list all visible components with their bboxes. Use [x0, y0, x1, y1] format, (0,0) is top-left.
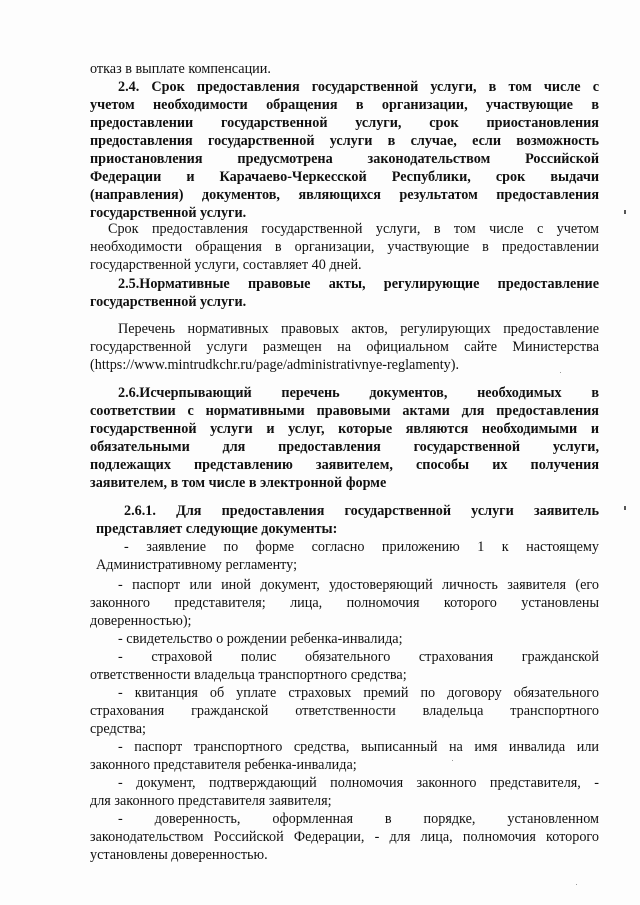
text-line: необходимости обращения в организации, участвующие в предоставлении: [90, 239, 599, 255]
text-line: предоставления государственной услуги в случае, если возможность: [90, 133, 599, 149]
text-line: средства;: [90, 721, 146, 737]
text-line: законного представителя ребенка-инвалида;: [90, 757, 357, 773]
text-line: ответственности владельца транспортного средства;: [90, 667, 407, 683]
scan-speck: [452, 760, 453, 761]
scan-speck: [560, 372, 561, 373]
section-heading-2-5: 2.5.Нормативные правовые акты, регулирующие предоставление: [118, 276, 599, 292]
text-line: страхования гражданской ответственности владельца транспортного: [90, 703, 599, 719]
text-line: отказ в выплате компенсации.: [90, 61, 271, 77]
text-line: приостановления предусмотрена законодательством Российской: [90, 151, 599, 167]
text-line: Административному регламенту;: [96, 557, 298, 573]
list-item: - свидетельство о рождении ребенка-инвалида;: [118, 631, 403, 647]
text-line: государственной услуги.: [90, 294, 247, 310]
text-line: государственной услуги и услуг, которые являются необходимыми и: [90, 421, 599, 437]
text-line: для законного представителя заявителя;: [90, 793, 332, 809]
text-line: предоставлении государственной услуги, срок приостановления: [90, 115, 599, 131]
text-line: государственной услуги.: [90, 205, 247, 221]
link-text: (https://www.mintrudkchr.ru/page/administrativnye-reglamenty).: [90, 357, 460, 373]
text-line: подлежащих представлению заявителем, способы их получения: [90, 457, 599, 473]
list-item: - доверенность, оформленная в порядке, установленном: [118, 811, 599, 827]
list-item: - паспорт транспортного средства, выписанный на имя инвалида или: [118, 739, 599, 755]
text-line: Федерации и Карачаево-Черкесской Республики, срок выдачи: [90, 169, 599, 185]
text-line: заявителем, в том числе в электронной форме: [90, 475, 387, 491]
text-line: законного представителя; лица, полномочия которого установлены: [90, 595, 599, 611]
text-line: представляет следующие документы:: [96, 521, 338, 537]
scan-speck: [576, 884, 577, 885]
section-heading-2-6: 2.6.Исчерпывающий перечень документов, необходимых в: [118, 385, 599, 401]
list-item: - заявление по форме согласно приложению 1 к настоящему: [124, 539, 599, 555]
paragraph-line: Перечень нормативных правовых актов, регулирующих предоставление: [118, 321, 599, 337]
text-line: установлены доверенностью.: [90, 847, 268, 863]
text-line: обязательными для предоставления государственной услуги,: [90, 439, 599, 455]
text-line: законодательством Российской Федерации, - для лица, полномочия которого: [90, 829, 599, 845]
text-line: государственной услуги размещен на официальном сайте Министерства: [90, 339, 599, 355]
text-line: доверенностью);: [90, 613, 192, 629]
list-item: - документ, подтверждающий полномочия законного представителя, -: [118, 775, 599, 791]
scan-mark: [624, 506, 626, 510]
text-line: государственной услуги, составляет 40 дней.: [90, 257, 362, 273]
subsection-heading-2-6-1: 2.6.1. Для предоставления государственной услуги заявитель: [124, 503, 599, 519]
text-line: (направления) документов, являющихся результатом предоставления: [90, 187, 599, 203]
list-item: - страховой полис обязательного страхования гражданской: [118, 649, 599, 665]
section-heading-2-4: 2.4. Срок предоставления государственной услуги, в том числе с: [118, 79, 599, 95]
paragraph-line: Срок предоставления государственной услуги, в том числе с учетом: [108, 221, 599, 237]
text-line: соответствии с нормативными правовыми актами для предоставления: [90, 403, 599, 419]
list-item: - квитанция об уплате страховых премий по договору обязательного: [118, 685, 599, 701]
scan-mark: [624, 210, 626, 214]
text-line: учетом необходимости обращения в организации, участвующие в: [90, 97, 599, 113]
list-item: - паспорт или иной документ, удостоверяющий личность заявителя (его: [118, 577, 599, 593]
